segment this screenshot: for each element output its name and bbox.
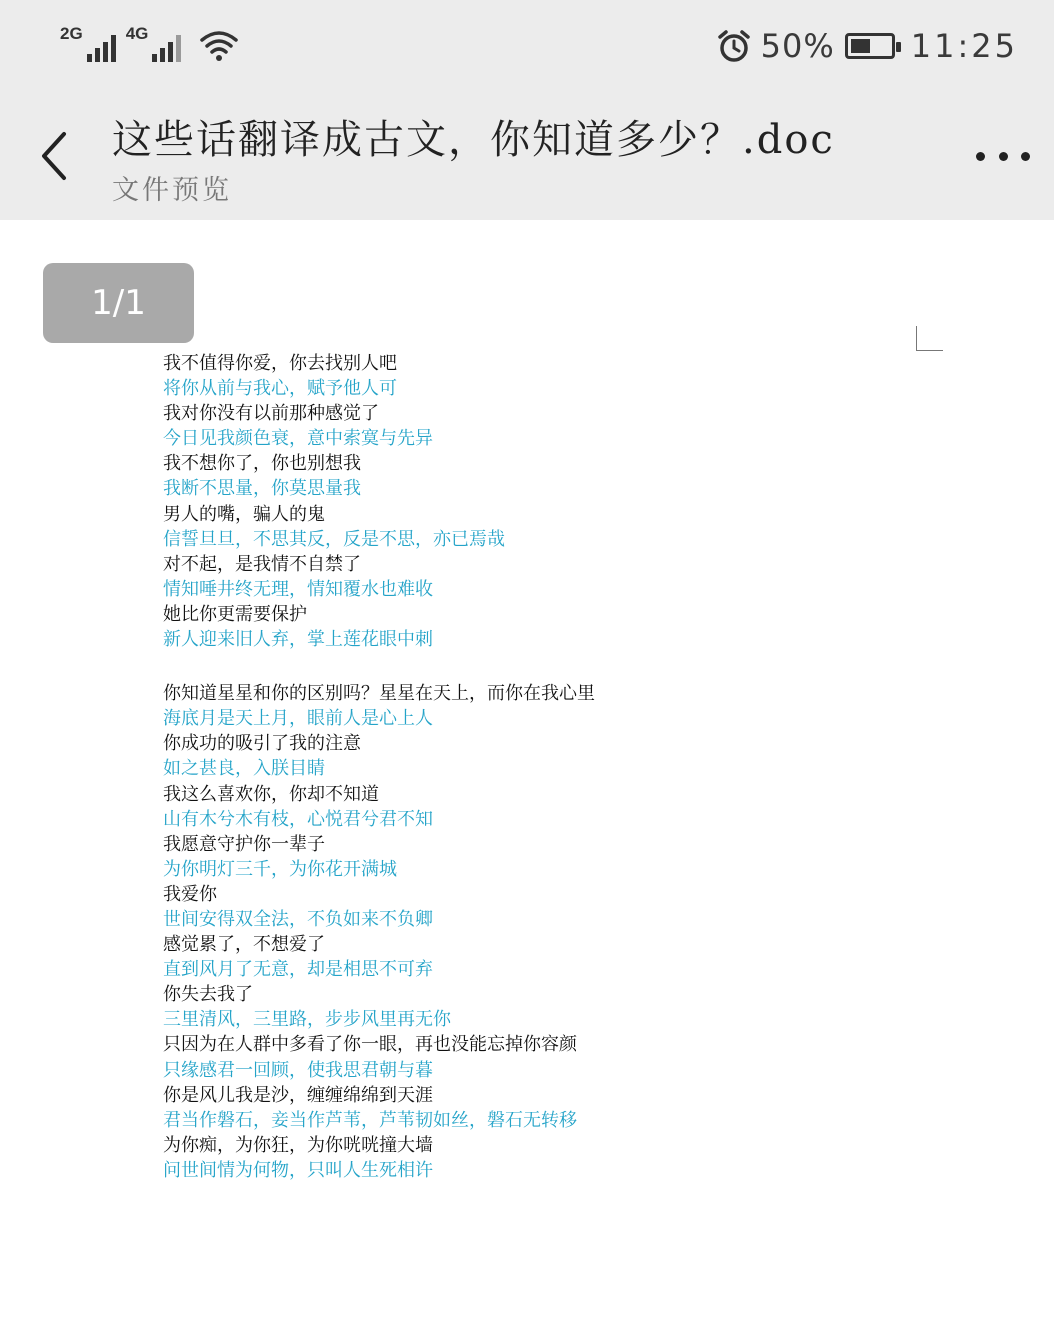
network-2g [60,25,116,62]
signal-icon [152,35,181,62]
modern-line: 我爱你 [163,883,217,905]
alarm-icon [717,29,751,63]
classical-line: 只缘感君一回顾，使我思君朝与暮 [163,1059,433,1081]
status-bar [0,0,1054,90]
status-right [717,26,1018,66]
more-icon-dot [976,152,985,161]
status-left [60,22,239,62]
classical-line: 今日见我颜色衰，意中索寞与先异 [163,428,433,450]
battery-tip [896,42,901,52]
page-indicator: 1/1 [43,263,194,343]
classical-line: 将你从前与我心，赋予他人可 [163,378,397,400]
modern-line: 我不想你了，你也别想我 [163,453,361,475]
section-spacer [163,652,943,681]
classical-line: 海底月是天上月，眼前人是心上人 [163,708,433,730]
modern-line: 只因为在人群中多看了你一眼，再也没能忘掉你容颜 [163,1034,577,1056]
classical-line: 新人迎来旧人弃，掌上莲花眼中刺 [163,629,433,651]
classical-line: 君当作磐石，妾当作芦苇，芦苇韧如丝，磐石无转移 [163,1109,577,1131]
modern-line: 她比你更需要保护 [163,603,307,625]
more-icon-dot [1021,152,1030,161]
modern-line: 我这么喜欢你，你却不知道 [163,783,379,805]
more-icon-dot [999,152,1008,161]
classical-line: 世间安得双全法，不负如来不负卿 [163,908,433,930]
document-body[interactable] [163,351,943,1183]
modern-line: 你是风儿我是沙，缠缠绵绵到天涯 [163,1084,433,1106]
modern-line: 对不起，是我情不自禁了 [163,553,361,575]
classical-line: 信誓旦旦，不思其反，反是不思，亦已焉哉 [163,528,505,550]
classical-line: 如之甚良，入朕目睛 [163,758,325,780]
file-title: 这些话翻译成古文，你知道多少？.doc [112,117,835,163]
network-4g [126,25,182,62]
modern-line: 我对你没有以前那种感觉了 [163,403,379,425]
classical-line: 问世间情为何物，只叫人生死相许 [163,1159,433,1181]
modern-line: 你知道星星和你的区别吗？星星在天上，而你在我心里 [163,683,595,705]
classical-line: 情知唾井终无理，情知覆水也难收 [163,578,433,600]
file-subtitle: 文件预览 [112,175,232,206]
modern-line: 我愿意守护你一辈子 [163,833,325,855]
classical-line: 我断不思量，你莫思量我 [163,478,361,500]
wifi-icon [199,28,239,62]
signal-icon [87,35,116,62]
network-4g-label: 4G [125,24,149,43]
modern-line: 你失去我了 [163,984,253,1006]
modern-line: 我不值得你爱，你去找别人吧 [163,353,397,374]
back-button[interactable] [30,126,80,186]
classical-line: 三里清风，三里路，步步风里再无你 [163,1009,451,1031]
title-bar [0,90,1054,220]
modern-line: 你成功的吸引了我的注意 [163,733,361,755]
modern-line: 男人的嘴，骗人的鬼 [163,503,325,525]
classical-line: 山有木兮木有枝，心悦君兮君不知 [163,808,433,830]
battery-percent: 50% [760,27,835,65]
classical-line: 为你明灯三千，为你花开满城 [163,858,397,880]
modern-line: 为你痴，为你狂，为你咣咣撞大墙 [163,1134,433,1156]
network-2g-label: 2G [60,24,83,43]
battery-fill [851,39,870,53]
battery-icon [845,33,895,59]
modern-line: 感觉累了，不想爱了 [163,934,325,956]
classical-line: 直到风月了无意，却是相思不可弃 [163,959,433,981]
chevron-left-icon [30,126,80,186]
more-options-button[interactable] [976,148,1030,164]
clock: 11:25 [910,27,1018,65]
page-crop-mark [916,326,943,351]
